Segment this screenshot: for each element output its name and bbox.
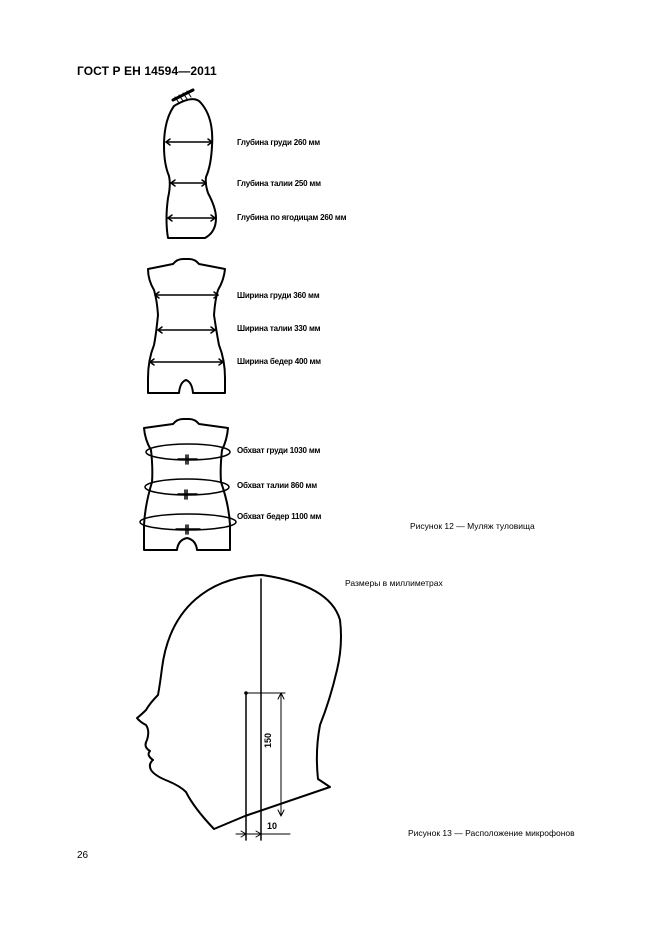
torso-side-view: [164, 90, 216, 238]
hip-width-label: Ширина бедер 400 мм: [237, 357, 321, 366]
waist-width-label: Ширина талии 330 мм: [237, 324, 321, 333]
girth-ellipses: [140, 444, 236, 534]
chest-width-label: Ширина груди 360 мм: [237, 291, 320, 300]
units-note: Размеры в миллиметрах: [345, 578, 443, 588]
head-profile: [137, 575, 341, 829]
microphone-dimension-lines: [236, 579, 290, 840]
page-number: 26: [77, 850, 89, 861]
depth-dimension-lines: [166, 139, 215, 221]
buttocks-depth-label: Глубина по ягодицам 260 мм: [237, 213, 347, 222]
waist-depth-label: Глубина талии 250 мм: [237, 179, 321, 188]
standard-code-header: ГОСТ Р ЕН 14594—2011: [77, 64, 217, 78]
chest-girth-label: Обхват груди 1030 мм: [237, 446, 321, 455]
chest-depth-label: Глубина груди 260 мм: [237, 138, 320, 147]
width-dimension-lines: [150, 292, 223, 365]
figure-13-caption: Рисунок 13 — Расположение микрофонов: [408, 828, 575, 838]
torso-girth-view: [140, 419, 236, 550]
hip-girth-label: Обхват бедер 1100 мм: [237, 512, 322, 521]
figure-12-caption: Рисунок 12 — Муляж туловища: [410, 521, 535, 531]
dimension-10-label: 10: [267, 821, 278, 831]
waist-girth-label: Обхват талии 860 мм: [237, 481, 317, 490]
torso-front-view: [148, 259, 225, 393]
dimension-150-label: 150: [263, 732, 273, 748]
